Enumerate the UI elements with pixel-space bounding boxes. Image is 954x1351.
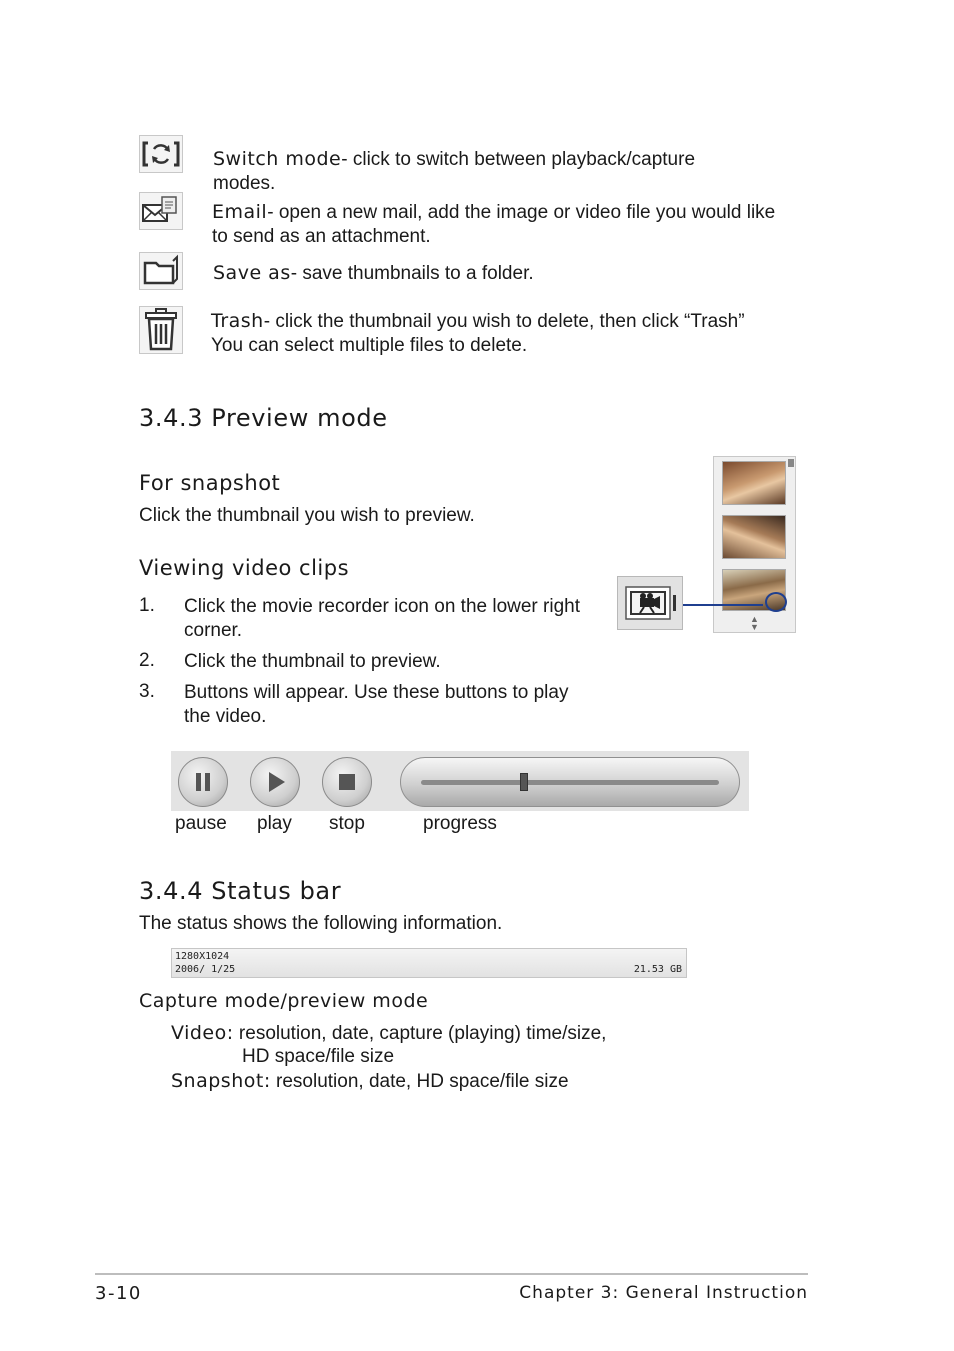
pause-button[interactable] [178, 757, 228, 807]
step-1-number: 1. [139, 595, 155, 616]
snapshot-term: Snapshot: [171, 1070, 271, 1092]
progress-track [421, 780, 719, 785]
email-desc: Email- open a new mail, add the image or video file you would like to send as an attachment. [212, 201, 776, 247]
pause-label: pause [175, 813, 227, 834]
progress-label: progress [423, 813, 497, 834]
stop-button[interactable] [322, 757, 372, 807]
progress-thumb[interactable] [520, 773, 528, 791]
thumbnail-image[interactable] [722, 461, 786, 505]
status-bar [171, 948, 687, 978]
progress-slider[interactable] [400, 757, 740, 807]
save-as-term: Save as [213, 262, 291, 284]
scroll-arrows-icon[interactable]: ▲ ▼ [750, 614, 759, 632]
step-3-text: Buttons will appear. Use these buttons to play the video. [184, 682, 569, 727]
section-344-title: 3.4.4 Status bar [139, 877, 342, 905]
snapshot-text: Click the thumbnail you wish to preview. [139, 505, 475, 526]
trash-icon [139, 306, 183, 354]
trash-term: Trash [211, 310, 264, 332]
email-term: Email [212, 201, 268, 223]
section-343-title: 3.4.3 Preview mode [139, 404, 388, 432]
status-resolution: 1280X1024 [175, 951, 230, 962]
movie-recorder-highlight[interactable] [765, 592, 787, 612]
snapshot-heading: For snapshot [139, 471, 281, 495]
step-2-number: 2. [139, 650, 155, 671]
video-clips-heading: Viewing video clips [139, 556, 350, 580]
page-number: 3-10 [95, 1283, 142, 1304]
callout-line [683, 604, 763, 606]
movie-recorder-icon[interactable] [617, 576, 683, 630]
save-as-desc: Save as- save thumbnails to a folder. [213, 262, 534, 284]
thumbnail-panel [713, 456, 796, 633]
thumbnail-image[interactable] [722, 515, 786, 559]
switch-mode-term: Switch mode [213, 148, 342, 170]
play-label: play [257, 813, 292, 834]
footer-rule [95, 1273, 808, 1275]
email-icon [139, 192, 183, 230]
status-disk-space: 21.53 GB [633, 964, 682, 975]
status-bar-intro: The status shows the following information. [139, 913, 503, 934]
video-term: Video: [171, 1022, 234, 1044]
trash-desc: Trash- click the thumbnail you wish to delete, then click “Trash” You can select multiple files to delete. [211, 310, 745, 356]
capture-mode-heading: Capture mode/preview mode [139, 990, 429, 1012]
snapshot-info: Snapshot: resolution, date, HD space/file size [171, 1070, 569, 1092]
video-info-line2: HD space/file size [242, 1046, 395, 1067]
scrollbar-thumb[interactable] [788, 459, 794, 467]
step-3-number: 3. [139, 681, 155, 702]
switch-mode-desc: Switch mode- click to switch between playback/capture modes. [213, 148, 696, 194]
chapter-title: Chapter 3: General Instruction [519, 1283, 808, 1303]
step-2-text: Click the thumbnail to preview. [184, 651, 441, 672]
switch-mode-icon [139, 135, 183, 173]
stop-label: stop [329, 813, 365, 834]
video-info: Video: resolution, date, capture (playing) time/size, [171, 1022, 607, 1044]
status-date: 2006/ 1/25 [175, 964, 236, 975]
play-button[interactable] [250, 757, 300, 807]
step-1-text: Click the movie recorder icon on the lower right corner. [184, 596, 581, 641]
folder-icon [139, 252, 183, 290]
